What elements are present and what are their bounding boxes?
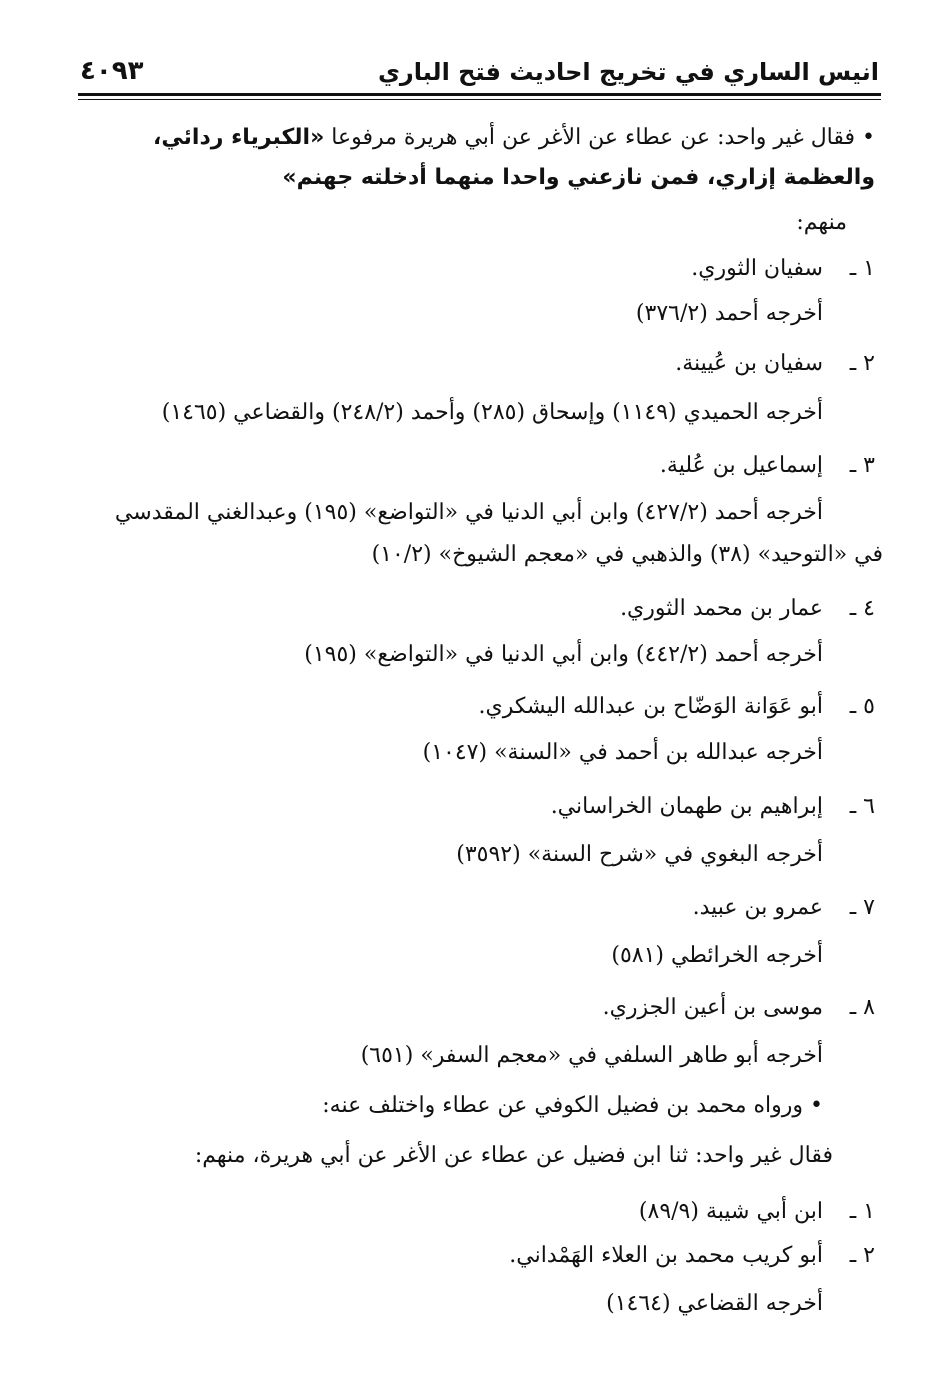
narrator-number: ٥ ـ — [849, 694, 875, 719]
narrator-number: ١ ـ — [849, 1199, 875, 1224]
narrator-name: سفيان الثوري. — [691, 256, 823, 281]
takhrij-line: أخرجه عبدالله بن أحمد في «السنة» (١٠٤٧) — [422, 740, 823, 765]
header-rule-thin — [78, 99, 881, 100]
narrator-name: عمار بن محمد الثوري. — [620, 596, 823, 621]
takhrij-line: أخرجه القضاعي (١٤٦٤) — [606, 1291, 823, 1316]
takhrij-line: أخرجه الخرائطي (٥٨١) — [611, 943, 823, 968]
hadith-text-start: «الكبرياء ردائي، — [153, 125, 325, 150]
narrator-name: سفيان بن عُيينة. — [675, 351, 823, 376]
takhrij-line-continued: في «التوحيد» (٣٨) والذهبي في «معجم الشيوخ» (١٠/٢) — [371, 542, 883, 567]
second-chain-faqal: فقال غير واحد: ثنا ابن فضيل عن عطاء عن الأغر عن أبي هريرة، منهم: — [194, 1143, 833, 1168]
takhrij-line: أخرجه أبو طاهر السلفي في «معجم السفر» (٦٥١) — [360, 1043, 823, 1068]
minhum-label: منهم: — [796, 210, 847, 235]
narrator-name: أبو كريب محمد بن العلاء الهَمْداني. — [509, 1243, 823, 1268]
second-chain-intro: • ورواه محمد بن فضيل الكوفي عن عطاء واختلف عنه: — [322, 1093, 823, 1118]
takhrij-line: أخرجه أحمد (٤٤٢/٢) وابن أبي الدنيا في «التواضع» (١٩٥) — [304, 642, 823, 667]
takhrij-line: أخرجه البغوي في «شرح السنة» (٣٥٩٢) — [456, 842, 823, 867]
header-rule — [78, 93, 881, 96]
narrator-name: أبو عَوَانة الوَضّاح بن عبدالله اليشكري. — [478, 694, 823, 719]
narrator-number: ٢ ـ — [849, 351, 875, 376]
narrator-number: ٢ ـ — [849, 1243, 875, 1268]
narrator-name: ابن أبي شيبة (٨٩/٩) — [638, 1199, 823, 1224]
takhrij-line: أخرجه أحمد (٤٢٧/٢) وابن أبي الدنيا في «التواضع» (١٩٥) وعبدالغني المقدسي — [114, 500, 823, 525]
narrator-number: ١ ـ — [849, 256, 875, 281]
narrator-name: إسماعيل بن عُلية. — [659, 453, 823, 478]
hadith-text-end: والعظمة إزاري، فمن نازعني واحدا منهما أدخلته جهنم» — [282, 165, 875, 190]
narrator-number: ٨ ـ — [849, 995, 875, 1020]
narrator-name: عمرو بن عبيد. — [692, 895, 823, 920]
takhrij-line: أخرجه الحميدي (١١٤٩) وإسحاق (٢٨٥) وأحمد (٢٤٨/٢) والقضاعي (١٤٦٥) — [161, 400, 823, 425]
intro-text: • فقال غير واحد: عن عطاء عن الأغر عن أبي هريرة مرفوعا — [324, 125, 875, 150]
narrator-number: ٣ ـ — [849, 453, 875, 478]
takhrij-line: أخرجه أحمد (٣٧٦/٢) — [635, 301, 823, 326]
narrator-name: إبراهيم بن طهمان الخراساني. — [550, 794, 823, 819]
page-number: ٤٠٩٣ — [80, 56, 144, 86]
running-header-title: انيس الساري في تخريج احاديث فتح الباري — [377, 58, 879, 86]
intro-line-1 — [153, 125, 875, 151]
narrator-number: ٧ ـ — [849, 895, 875, 920]
narrator-name: موسى بن أعين الجزري. — [602, 995, 823, 1020]
narrator-number: ٦ ـ — [849, 794, 875, 819]
narrator-number: ٤ ـ — [849, 596, 875, 621]
